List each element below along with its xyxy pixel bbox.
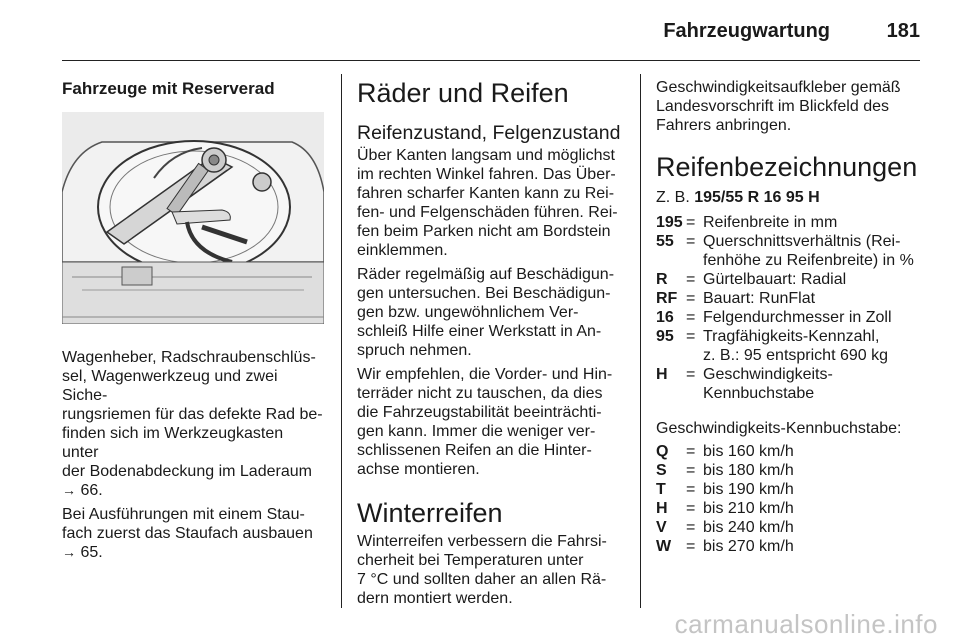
text-line: schleiß Hilfe einer Werkstatt in An- (357, 323, 602, 340)
spare-wheel-figure (62, 112, 324, 324)
cross-reference-icon: → (62, 544, 76, 560)
section-title: Reifenbezeichnungen (656, 152, 918, 182)
speed-code-value: bis 210 km/h (703, 500, 794, 517)
section-title: Räder und Reifen (357, 78, 569, 108)
text-line: achse montieren. (357, 461, 480, 478)
text-line: fen beim Parken nicht am Bordstein (357, 223, 611, 240)
text-line: Bei Ausführungen mit einem Stau- (62, 506, 305, 523)
text-line: Über Kanten langsam und möglichst (357, 147, 615, 164)
text-line: einklemmen. (357, 242, 448, 259)
equals-sign: = (686, 328, 696, 345)
equals-sign: = (686, 462, 696, 479)
equals-sign: = (686, 309, 696, 326)
speed-code-row (656, 480, 926, 499)
definition-description: Querschnittsverhältnis (Rei- fenhöhe zu Reifenbreite) in % (703, 233, 914, 269)
cross-reference-link[interactable]: 66. (80, 482, 103, 499)
text-line: Geschwindigkeitsaufkleber gemäß (656, 79, 901, 96)
text-line: Landesvorschrift im Blickfeld des (656, 98, 889, 115)
paragraph (357, 265, 625, 360)
text-line: terräder nicht zu tauschen, da dies (357, 385, 603, 402)
text-line: gen bzw. ungewöhnlichem Ver- (357, 304, 579, 321)
text-line: finden sich im Werkzeugkasten unter (62, 425, 284, 461)
equals-sign: = (686, 290, 696, 307)
speed-code-letter: W (656, 538, 672, 555)
definition-row (656, 270, 926, 289)
text-line: fahren scharfer Kanten kann zu Rei- (357, 185, 615, 202)
paragraph (357, 365, 625, 479)
section-heading: Fahrzeuge mit Reserverad (62, 79, 275, 98)
text-line: Wir empfehlen, die Vorder- und Hin- (357, 366, 613, 383)
spare-wheel-well-illustration-icon (62, 112, 324, 324)
definition-row (656, 365, 926, 403)
equals-sign: = (686, 538, 696, 555)
text-line: die Fahrzeugstabilität beeinträchti- (357, 404, 602, 421)
text-line: Wagenheber, Radschraubenschlüs- (62, 349, 316, 366)
text-line: 7 °C und sollten daher an allen Rä- (357, 571, 607, 588)
definition-row (656, 232, 926, 270)
text-line: schlissenen Reifen an die Hinter- (357, 442, 592, 459)
paragraph (656, 78, 926, 135)
equals-sign: = (686, 443, 696, 460)
tire-code-definitions (656, 213, 926, 403)
definition-term: 16 (656, 309, 674, 326)
definition-term: 95 (656, 328, 674, 345)
equals-sign: = (686, 214, 696, 231)
section-title: Winterreifen (357, 498, 503, 528)
paragraph (357, 532, 625, 608)
text-line: der Bodenabdeckung im Laderaum (62, 463, 312, 480)
speed-code-letter: T (656, 481, 666, 498)
speed-code-value: bis 270 km/h (703, 538, 794, 555)
text-line: cherheit bei Temperaturen unter (357, 552, 584, 569)
equals-sign: = (686, 519, 696, 536)
definition-description: Geschwindigkeits- Kennbuchstabe (703, 366, 833, 402)
text-line: fach zuerst das Staufach ausbauen (62, 525, 313, 542)
watermark: carmanualsonline.info (674, 609, 938, 639)
definition-row (656, 289, 926, 308)
cross-reference-icon: → (62, 482, 76, 498)
speed-code-value: bis 240 km/h (703, 519, 794, 536)
paragraph (357, 146, 625, 260)
example-code: 195/55 R 16 95 H (694, 189, 820, 206)
paragraph (62, 505, 324, 562)
column-3 (656, 78, 926, 572)
column-1 (62, 78, 324, 567)
definition-term: RF (656, 290, 678, 307)
equals-sign: = (686, 233, 696, 250)
definition-row (656, 327, 926, 365)
column-divider-2 (640, 74, 641, 608)
header-title: Fahrzeugwartung (663, 20, 830, 42)
speed-code-row (656, 537, 926, 556)
speed-code-value: bis 180 km/h (703, 462, 794, 479)
equals-sign: = (686, 271, 696, 288)
equals-sign: = (686, 481, 696, 498)
definition-description: Tragfähigkeits-Kennzahl, z. B.: 95 entspricht 690 kg (703, 328, 888, 364)
header-rule (62, 60, 920, 61)
definition-description: Gürtelbauart: Radial (703, 271, 847, 288)
spacer (656, 140, 926, 152)
definition-row (656, 213, 926, 232)
text-line: Winterreifen verbessern die Fahrsi- (357, 533, 607, 550)
definition-term: R (656, 271, 668, 288)
equals-sign: = (686, 500, 696, 517)
speed-code-heading: Geschwindigkeits-Kennbuchstabe: (656, 420, 902, 437)
definition-term: H (656, 366, 668, 383)
cross-reference-link[interactable]: 65. (80, 544, 103, 561)
definition-row (656, 308, 926, 327)
column-divider-1 (341, 74, 342, 608)
speed-code-letter: S (656, 462, 667, 479)
text-line: Fahrers anbringen. (656, 117, 792, 134)
speed-code-value: bis 160 km/h (703, 443, 794, 460)
speed-code-letter: V (656, 519, 667, 536)
spacer (357, 484, 625, 498)
speed-code-row (656, 499, 926, 518)
subsection-title: Reifenzustand, Felgenzustand (357, 122, 621, 144)
speed-code-value: bis 190 km/h (703, 481, 794, 498)
definition-term: 195 (656, 214, 683, 231)
text-line: dern montiert werden. (357, 590, 513, 607)
speed-code-row (656, 442, 926, 461)
text-line: gen untersuchen. Bei Beschädigun- (357, 285, 611, 302)
definition-description: Reifenbreite in mm (703, 214, 838, 231)
equals-sign: = (686, 366, 696, 383)
speed-code-letter: Q (656, 443, 669, 460)
page-number: 181 (886, 20, 920, 42)
definition-description: Felgendurchmesser in Zoll (703, 309, 892, 326)
definition-description: Bauart: RunFlat (703, 290, 816, 307)
example-prefix: Z. B. (656, 189, 690, 206)
text-line: gen kann. Immer die weniger ver- (357, 423, 596, 440)
text-line: fen- und Felgenschäden führen. Rei- (357, 204, 618, 221)
speed-code-row (656, 518, 926, 537)
speed-code-list (656, 442, 926, 556)
text-line: sel, Wagenwerkzeug und zwei Siche- (62, 368, 278, 404)
text-line: spruch nehmen. (357, 342, 472, 359)
text-line: Räder regelmäßig auf Beschädigun- (357, 266, 615, 283)
column-2 (357, 78, 625, 613)
example-line (656, 188, 926, 207)
definition-term: 55 (656, 233, 674, 250)
paragraph (62, 348, 324, 500)
text-line: im rechten Winkel fahren. Das Über- (357, 166, 616, 183)
speed-code-letter: H (656, 500, 668, 517)
speed-code-row (656, 461, 926, 480)
text-line: rungsriemen für das defekte Rad be- (62, 406, 323, 423)
